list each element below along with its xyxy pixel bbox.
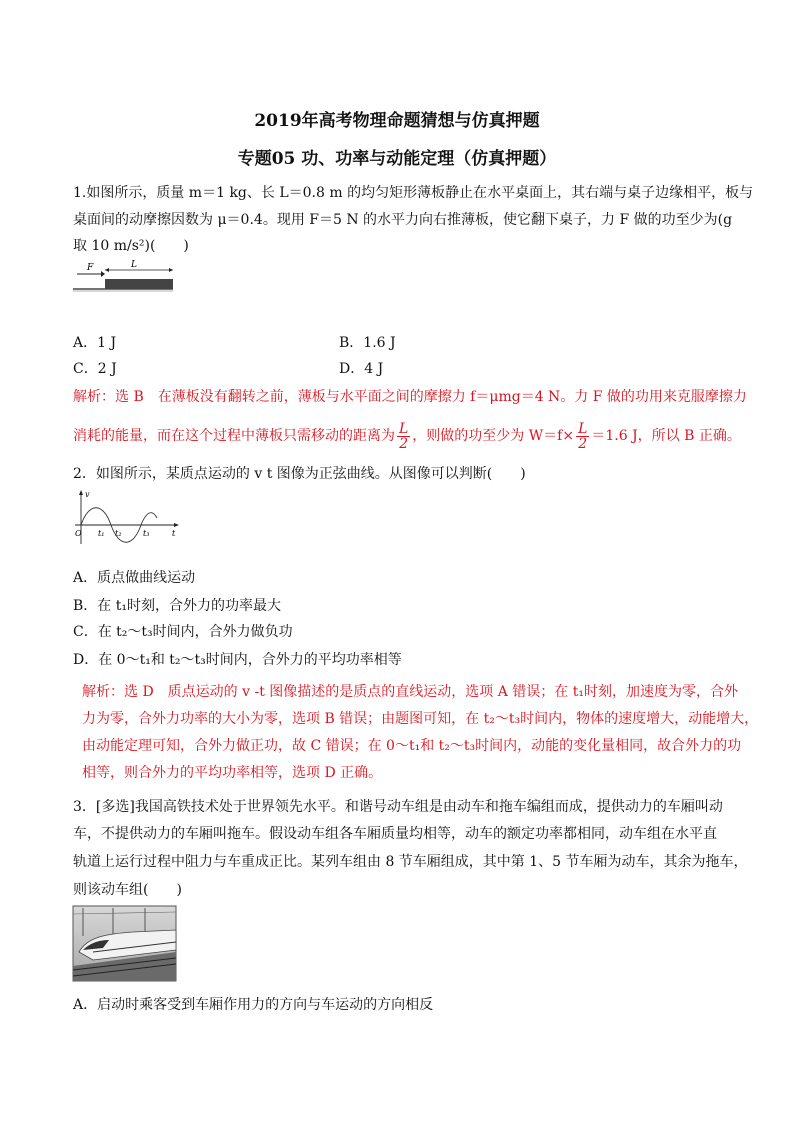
- q2-option-d: D．在 0～t₁和 t₂～t₃时间内，合外力的平均功率相等: [73, 652, 402, 668]
- q2-answer-line4: 相等，则合外力的平均功率相等，选项 D 正确。: [82, 765, 383, 781]
- fraction-denominator: 2: [578, 435, 588, 452]
- page-subtitle: 专题05 功、功率与动能定理（仿真押题）: [237, 149, 557, 169]
- q3-stem-line4: 则该动车组( ): [73, 882, 182, 898]
- fraction-numerator: L: [399, 420, 409, 437]
- fraction-numerator: L: [578, 420, 588, 437]
- q2-option-b: B．在 t₁时刻，合外力的功率最大: [73, 598, 281, 614]
- q2-fig-t2-label: t₂: [115, 529, 122, 538]
- q2-answer-line2: 力为零，合外力功率的大小为零，选项 B 错误；由题图可知，在 t₂～t₃时间内，物体的速度增大，动能增大，: [82, 711, 759, 727]
- q1-option-a: A．1 J: [73, 335, 117, 351]
- q3-high-speed-train-photo: [73, 906, 176, 981]
- q1-answer-line2-part1: 消耗的能量，而在这个过程中薄板只需移动的距离为: [73, 428, 395, 444]
- page-title: 2019年高考物理命题猜想与仿真押题: [254, 111, 540, 131]
- q1-answer-line2-part3: ＝1.6 J，所以 B 正确。: [591, 428, 741, 444]
- q2-fig-v-label: v: [85, 490, 90, 499]
- q1-stem-line3: 取 10 m/s²)( ): [73, 238, 189, 254]
- q2-option-c: C．在 t₂～t₃时间内，合外力做负功: [73, 624, 293, 640]
- q1-fig-length-label: L: [131, 260, 137, 270]
- q1-answer-line1: 解析：选 B 在薄板没有翻转之前，薄板与水平面之间的摩擦力 f＝μmg＝4 N。力 F 做的功用来克服摩擦力: [73, 389, 747, 405]
- q2-option-a: A．质点做曲线运动: [73, 570, 196, 586]
- q1-stem-line2: 桌面间的动摩擦因数为 μ＝0.4。现用 F＝5 N 的水平力向右推薄板，使它翻下桌子，力 F 做的功至少为(g: [73, 212, 733, 228]
- q2-fig-t1-label: t₁: [98, 529, 105, 538]
- q2-fig-origin-label: O: [75, 529, 82, 538]
- q2-fig-t-label: t: [172, 529, 176, 538]
- q1-option-c: C．2 J: [73, 361, 117, 377]
- q1-answer-fraction-2: [576, 422, 589, 451]
- q1-option-d: D．4 J: [339, 361, 384, 377]
- q1-plank-figure: [73, 260, 183, 300]
- fraction-denominator: 2: [399, 435, 409, 452]
- q2-fig-t3-label: t₃: [143, 529, 150, 538]
- q3-stem-line3: 轨道上运行过程中阻力与车重成正比。某列车组由 8 节车厢组成，其中第 1、5 节车厢为动车，其余为拖车，: [73, 854, 748, 870]
- q3-stem-line2: 车，不提供动力的车厢叫拖车。假设动车组各车厢质量均相等，动车的额定功率都相同，动车组在水平直: [73, 826, 717, 842]
- q1-answer-fraction-1: [397, 422, 410, 451]
- q2-answer-line3: 由动能定理可知，合外力做正功，故 C 错误；在 0～t₁和 t₂～t₃时间内，动能的变化量相同，故合外力的功: [82, 738, 742, 754]
- q3-option-a: A．启动时乘客受到车厢作用力的方向与车运动的方向相反: [73, 997, 434, 1013]
- q2-answer-line1: 解析：选 D 质点运动的 v -t 图像描述的是质点的直线运动，选项 A 错误；在 t₁时刻，加速度为零，合外: [82, 684, 738, 700]
- q1-stem-line1: 1.如图所示，质量 m＝1 kg、长 L＝0.8 m 的均匀矩形薄板静止在水平桌面上，其右端与桌子边缘相平，板与: [73, 185, 754, 201]
- q1-answer-line2: [73, 419, 741, 453]
- q2-vt-graph: [73, 488, 185, 546]
- q1-option-b: B．1.6 J: [339, 335, 396, 351]
- q3-stem-line1: 3．[多选]我国高铁技术处于世界领先水平。和谐号动车组是由动车和拖车编组而成，提供动力的车厢叫动: [73, 799, 723, 815]
- q2-stem-line1: 2．如图所示，某质点运动的 v t 图像为正弦曲线。从图像可以判断( ): [73, 466, 526, 482]
- q1-fig-force-label: F: [87, 263, 94, 273]
- q1-answer-line2-part2: ，则做的功至少为 W＝f×: [412, 428, 575, 444]
